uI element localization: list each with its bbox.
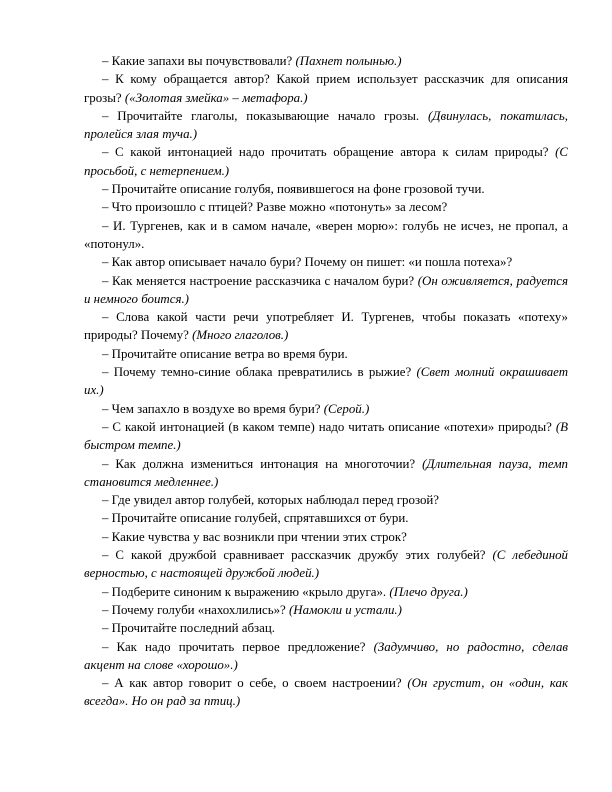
paragraph: – А как автор говорит о себе, о своем настроении? (Он грустит, он «один, как всегда». Но он рад за птиц.)	[84, 676, 568, 709]
paragraph: – Как должна измениться интонация на многоточии? (Длительная пауза, темп становится медленнее.)	[84, 456, 568, 489]
paragraph: – Почему темно-синие облака превратились в рыжие? (Свет молний окрашивает их.)	[84, 365, 569, 398]
paragraph: – Прочитайте глаголы, показывающие начало грозы. (Двинулась, покатилась, пролейся злая туча.)	[84, 108, 568, 142]
paragraph: – Чем запахло в воздухе во время бури? (Серой.)	[102, 401, 370, 416]
paragraph: – Прочитайте описание голубей, спрятавшихся от бури.	[102, 511, 409, 526]
paragraph: – Что произошло с птицей? Разве можно «потонуть» за лесом?	[102, 200, 448, 215]
paragraph: – Слова какой части речи употребляет И. Тургенев, чтобы показать «потеху» природы? Почему? (Много глаголов.)	[84, 310, 568, 343]
paragraph: – Как меняется настроение рассказчика с началом бури? (Он оживляется, радуется и немного боится.)	[84, 273, 568, 306]
paragraph: – Как надо прочитать первое предложение? (Задумчиво, но радостно, сделав акцент на слове «хорошо».)	[84, 639, 568, 672]
paragraph: – С какой интонацией (в каком темпе) надо читать описание «потехи» природы? (В быстром темпе.)	[84, 419, 568, 453]
paragraph: – Прочитайте описание голубя, появившегося на фоне грозовой тучи.	[102, 182, 485, 197]
paragraph: – Какие запахи вы почувствовали? (Пахнет полынью.)	[102, 54, 402, 68]
paragraph: – К кому обращается автор? Какой прием использует рассказчик для описания грозы? («Золотая змейка» – метафора.)	[84, 72, 568, 105]
paragraph: – Подберите синоним к выражению «крыло друга». (Плечо друга.)	[102, 584, 468, 599]
paragraph: – Прочитайте последний абзац.	[102, 621, 275, 636]
paragraph: – Почему голуби «нахохлились»? (Намокли и устали.)	[102, 602, 402, 617]
paragraph: – Прочитайте описание ветра во время бури.	[102, 346, 348, 361]
paragraph: – Как автор описывает начало бури? Почему он пишет: «и пошла потеха»?	[102, 255, 513, 270]
paragraph: – Где увидел автор голубей, которых наблюдал перед грозой?	[102, 493, 440, 508]
paragraph: – Какие чувства у вас возникли при чтении этих строк?	[102, 529, 407, 544]
document-page	[84, 52, 568, 711]
paragraph: – С какой интонацией надо прочитать обращение автора к силам природы? (С просьбой, с нетерпением.)	[84, 145, 568, 178]
paragraph: – И. Тургенев, как и в самом начале, «верен морю»: голубь не исчез, не пропал, а «потонул».	[84, 218, 568, 251]
paragraph: – С какой дружбой сравнивает рассказчик дружбу этих голубей? (С лебединой верностью, с настоящей дружбой людей.)	[84, 548, 568, 581]
